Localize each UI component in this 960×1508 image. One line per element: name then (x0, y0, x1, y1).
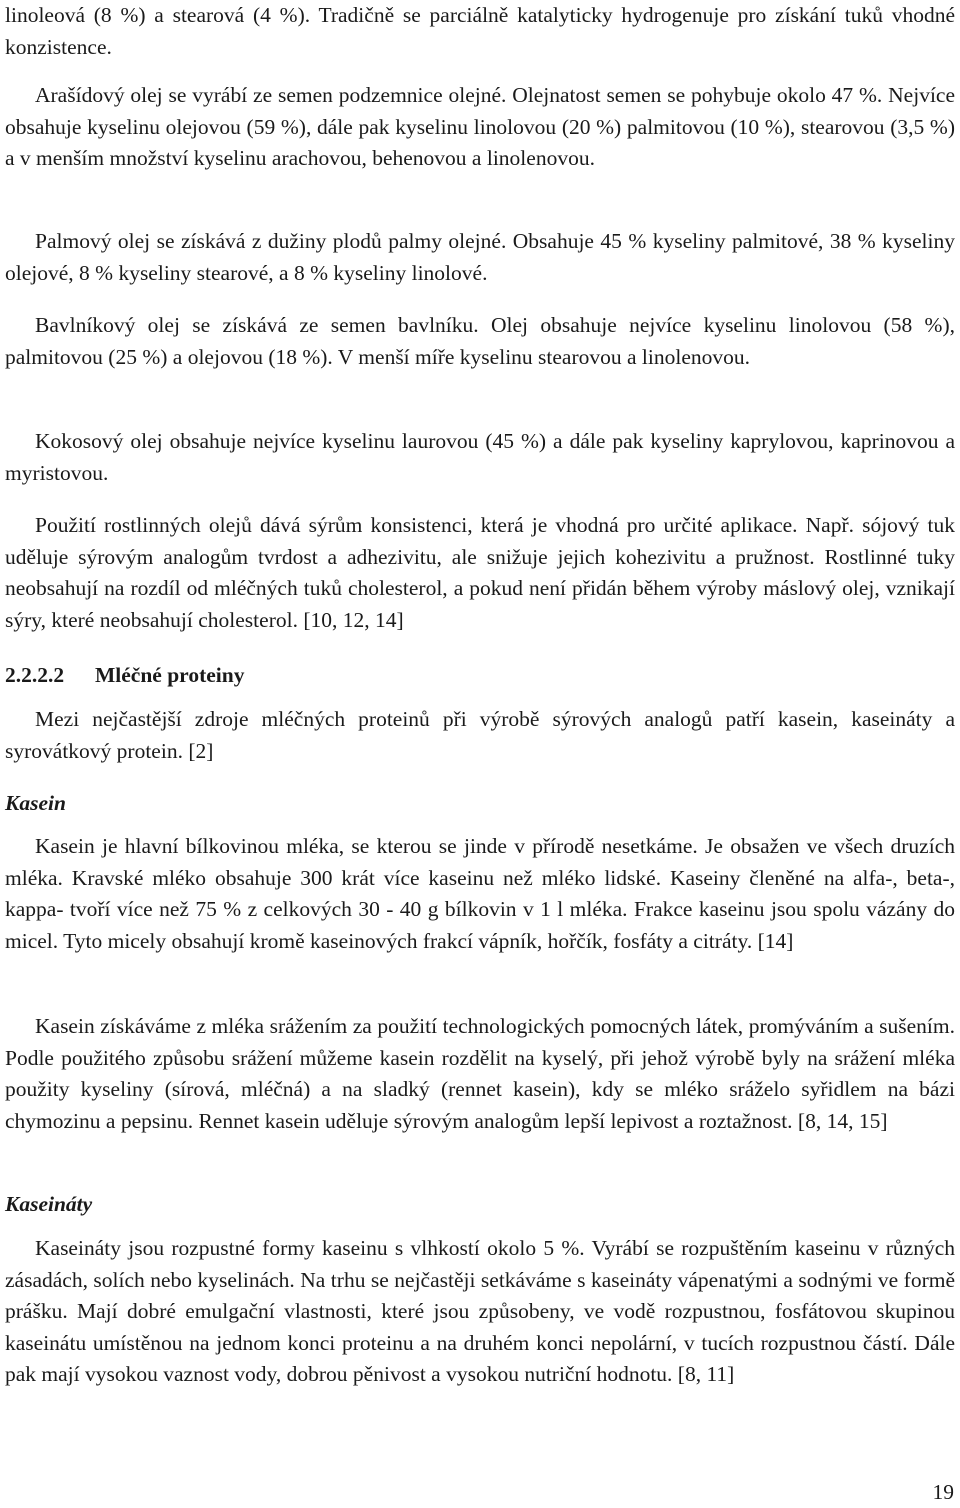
paragraph-palm-oil: Palmový olej se získává z dužiny plodů palmy olejné. Obsahuje 45 % kyseliny palmitové, 38 % kyseliny olejové, 8 % kyseliny stearové, a 8 % kyseliny linolové. (5, 229, 955, 285)
paragraph-coconut-oil: Kokosový olej obsahuje nejvíce kyselinu laurovou (45 %) a dále pak kyseliny kaprylovou, kaprinovou a myristovou. (5, 429, 955, 485)
paragraph-kaseinaty: Kaseináty jsou rozpustné formy kaseinu s vlhkostí okolo 5 %. Vyrábí se rozpuštěním kaseinu v různých zásadách, solích nebo kyselinách. Na trhu se nejčastěji setkáváme s kaseináty vápenatými a sodnými ve formě prášku. Mají dobré emulgační vlastnosti, které jsou způsobeny, ve vodě rozpustnou, fosfátovou skupinou kaseinátu umístěnou na jednom konci proteinu a na druhém konci nepolární, v tucích rozpustnou částí. Dále pak mají vysokou vaznost vody, dobrou pěnivost a vysokou nutriční hodnotu. [8, 11] (5, 1236, 955, 1386)
paragraph-kasein-production: Kasein získáváme z mléka srážením za použití technologických pomocných látek, promýváním a sušením. Podle použitého způsobu srážení můžeme kasein rozdělit na kyselý, při jehož výrobě byly na srážení mléka použity kyseliny (sírová, mléčná) a na sladký (rennet kasein), kdy se mléko sráželo syřidlem na bázi chymozinu a pepsinu. Rennet kasein uděluje sýrovým analogům lepší lepivost a roztažnost. [8, 14, 15] (5, 1014, 955, 1133)
page-number: 19 (932, 1480, 954, 1504)
subheading-kasein: Kasein (5, 791, 66, 815)
section-number: 2.2.2.2 (5, 663, 65, 687)
paragraph-oils-end: linoleová (8 %) a stearová (4 %). Tradičně se parciálně katalyticky hydrogenuje pro získání tuků vhodné konzistence. (5, 3, 955, 59)
paragraph-vegetable-oil-use: Použití rostlinných olejů dává sýrům konsistenci, která je vhodná pro určité aplikace. Např. sójový tuk uděluje sýrovým analogům tvrdost a adhezivitu, ale snižuje jejich kohezivitu a pružnost. Rostlinné tuky neobsahují na rozdíl od mléčných tuků cholesterol, a pokud není přidán během výroby máslový olej, vznikají sýry, které neobsahují cholesterol. [10, 12, 14] (5, 513, 955, 632)
paragraph-peanut-oil: Arašídový olej se vyrábí ze semen podzemnice olejné. Olejnatost semen se pohybuje okolo 47 %. Nejvíce obsahuje kyselinu olejovou (59 %), dále pak kyselinu linolovou (20 %) palmitovou (10 %), stearovou (3,5 %) a v menším množství kyselinu arachovou, behenovou a linolenovou. (5, 83, 955, 170)
paragraph-milk-proteins: Mezi nejčastější zdroje mléčných proteinů při výrobě sýrových analogů patří kasein, kaseináty a syrovátkový protein. [2] (5, 707, 955, 763)
section-heading (5, 660, 244, 692)
section-title: Mléčné proteiny (95, 663, 245, 687)
subheading-kaseinaty: Kaseináty (5, 1192, 93, 1216)
paragraph-cottonseed-oil: Bavlníkový olej se získává ze semen bavlníku. Olej obsahuje nejvíce kyselinu linolovou (58 %), palmitovou (25 %) a olejovou (18 %). V menší míře kyselinu stearovou a linolenovou. (5, 313, 955, 369)
paragraph-kasein: Kasein je hlavní bílkovinou mléka, se kterou se jinde v přírodě nesetkáme. Je obsažen ve všech druzích mléka. Kravské mléko obsahuje 300 krát více kaseinu než mléko lidské. Kaseiny členěné na alfa-, beta-, kappa- tvoří více než 75 % z celkových 30 - 40 g bílkovin v 1 l mléka. Frakce kaseinu jsou spolu vázány do micel. Tyto micely obsahují kromě kaseinových frakcí vápník, hořčík, fosfáty a citráty. [14] (5, 834, 955, 953)
